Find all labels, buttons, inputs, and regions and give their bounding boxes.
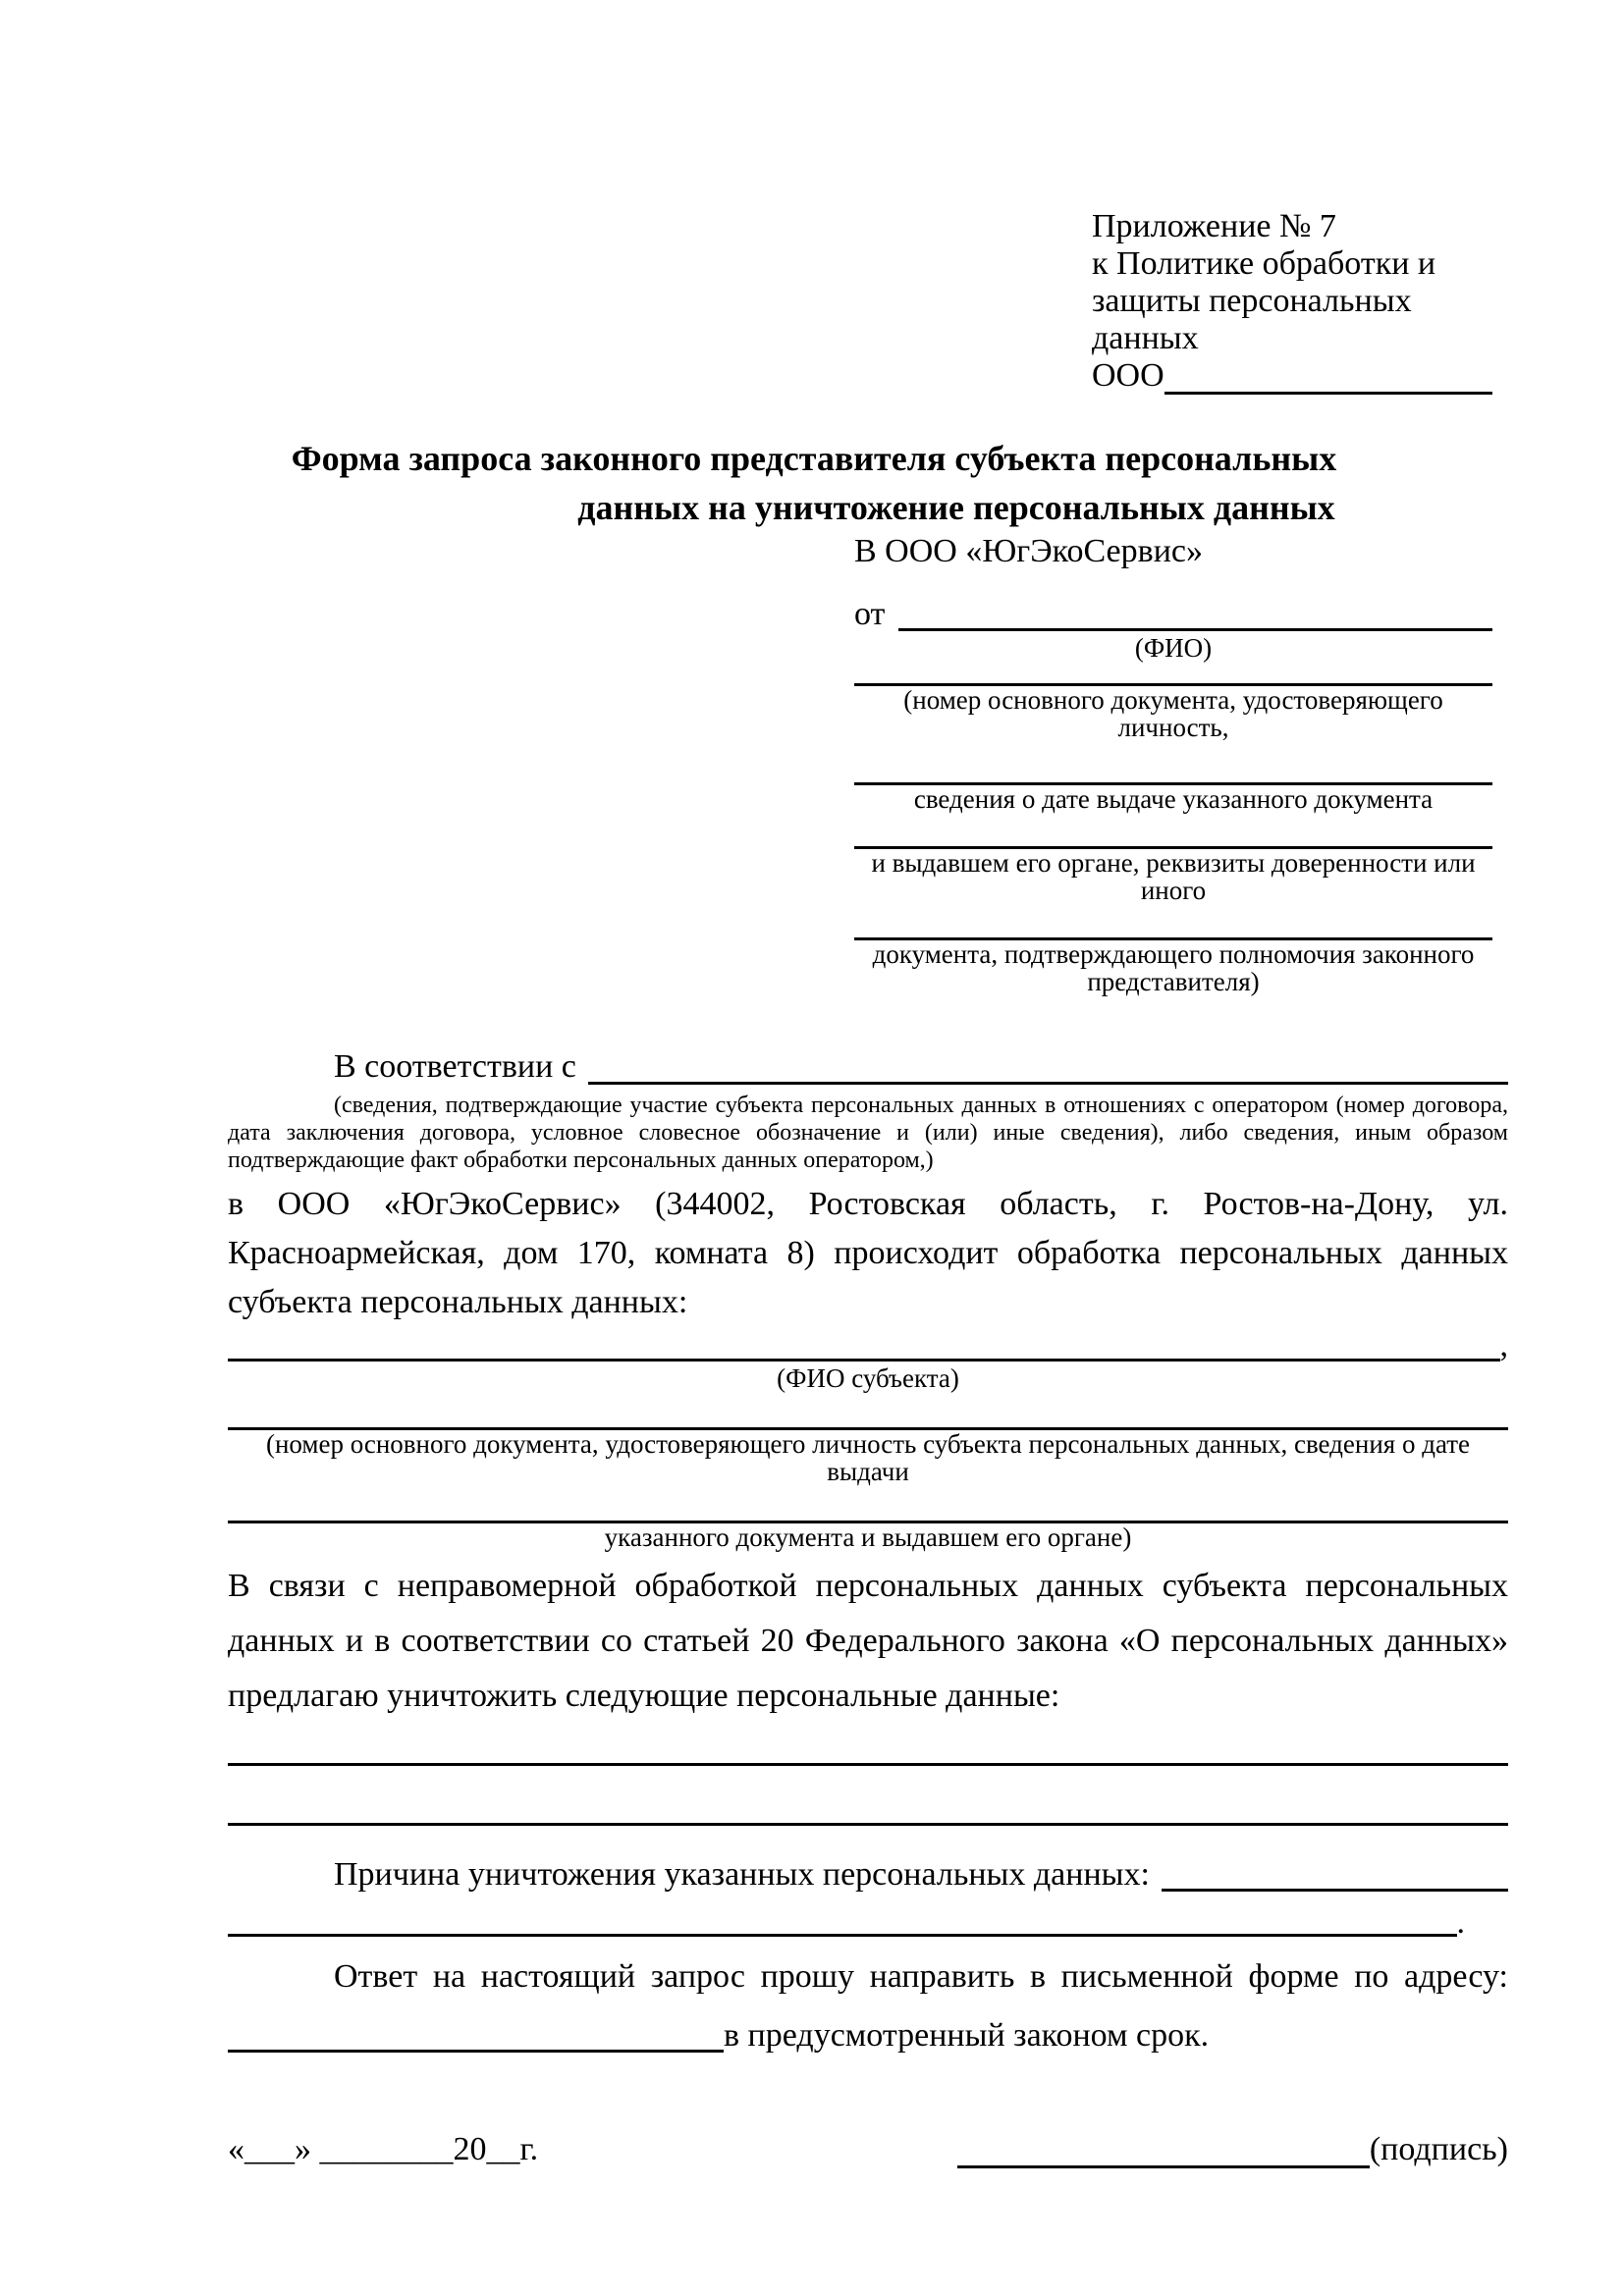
- reason-label: Причина уничтожения указанных персональных данных:: [334, 1856, 1150, 1893]
- operator-paragraph: в ООО «ЮгЭкоСервис» (344002, Ростовская область, г. Ростов-на-Дону, ул. Красноармейская, дом 170, комната 8) происходит обработка персональных данных субъекта персональных данных:: [228, 1186, 1508, 1320]
- signature-group: [957, 2128, 1508, 2171]
- signature-row: [228, 2128, 1508, 2171]
- addressee-company: В ООО «ЮгЭкоСервис»: [854, 533, 1203, 569]
- data-blank-line-2[interactable]: [228, 1809, 1508, 1826]
- authority-doc-blank-field[interactable]: [854, 912, 1492, 940]
- reason-blank-field[interactable]: [1162, 1855, 1508, 1892]
- reason-blank-line-2[interactable]: [228, 1900, 1457, 1937]
- address-blank-field[interactable]: [228, 2016, 724, 2053]
- appendix-policy-line2: защиты персональных данных: [1092, 283, 1412, 356]
- fio-caption: (ФИО): [1134, 633, 1213, 663]
- response-suffix: в предусмотренный законом срок.: [724, 2017, 1210, 2054]
- doc-number-blank-field[interactable]: [854, 669, 1492, 686]
- reason-row: [228, 1853, 1508, 1896]
- accordance-label: В соответствии с: [334, 1048, 576, 1085]
- date-line: «___» ________20__г.: [228, 2131, 539, 2167]
- issue-date-caption: сведения о дате выдаче указанного документа: [913, 784, 1434, 814]
- issue-organ-blank-field[interactable]: [854, 821, 1492, 849]
- accordance-row: [228, 1044, 1508, 1090]
- subject-doc-blank-field[interactable]: [228, 1415, 1508, 1430]
- form-title: [228, 434, 1508, 532]
- fio-blank-field[interactable]: [898, 595, 1492, 631]
- data-blank-line-1[interactable]: [228, 1749, 1508, 1766]
- reason-continuation-row: [228, 1906, 1508, 1940]
- company-name-blank-field[interactable]: [1164, 362, 1492, 395]
- appendix-header: [1092, 208, 1492, 395]
- signature-blank-field[interactable]: [957, 2132, 1370, 2168]
- form-title-line2: данных на уничтожение персональных данных: [577, 488, 1335, 527]
- appendix-number-line: Приложение № 7: [1092, 208, 1336, 244]
- accordance-blank-field[interactable]: [588, 1048, 1508, 1085]
- issue-date-blank-field[interactable]: [854, 749, 1492, 785]
- period-mark: .: [1456, 1904, 1465, 1941]
- comma-mark: ,: [1499, 1327, 1508, 1363]
- appendix-policy-line1: к Политике обработки и: [1092, 245, 1436, 282]
- company-label: ООО: [1092, 357, 1164, 394]
- subject-doc-blank-field-2[interactable]: [228, 1509, 1508, 1523]
- from-row: [854, 595, 1492, 634]
- company-line: [1092, 357, 1492, 395]
- destruction-request-paragraph: В связи с неправомерной обработкой персональных данных субъекта персональных данных и в соответствии со статьей 20 Федерального закона «О персональных данных» предлагаю уничтожить следующие персональные данные:: [228, 1568, 1508, 1714]
- subject-fio-row: [228, 1327, 1508, 1364]
- response-paragraph: Ответ на настоящий запрос прошу направить в письменной форме по адресу:: [334, 1958, 1508, 1995]
- signature-caption: (подпись): [1369, 2131, 1508, 2167]
- response-address-row: [228, 2016, 1508, 2056]
- subject-fio-blank-field[interactable]: [228, 1325, 1500, 1362]
- doc-number-caption: (номер основного документа, удостоверяющего личность,: [903, 685, 1443, 742]
- addressee-block: [854, 532, 1492, 995]
- form-title-line1: Форма запроса законного представителя субъекта персональных: [291, 439, 1337, 478]
- subject-fio-caption: (ФИО субъекта): [777, 1363, 959, 1393]
- issue-organ-caption: и выдавшем его органе, реквизиты доверенности или иного: [871, 848, 1476, 905]
- accordance-footnote: (сведения, подтверждающие участие субъекта персональных данных в отношениях с оператором (номер договора, дата заключения договора, условное словесное обозначение и (или) иные сведения), либо сведения, иным образом подтверждающие факт обработки персональных данных оператором,): [228, 1093, 1508, 1173]
- subject-doc-caption-line1: (номер основного документа, удостоверяющего личность субъекта персональных данных, сведения о дате выдачи: [265, 1429, 1471, 1486]
- authority-doc-caption: документа, подтверждающего полномочия законного представителя): [872, 939, 1475, 996]
- subject-doc-caption-line2: указанного документа и выдавшем его органе): [604, 1522, 1132, 1552]
- from-label: от: [854, 596, 886, 632]
